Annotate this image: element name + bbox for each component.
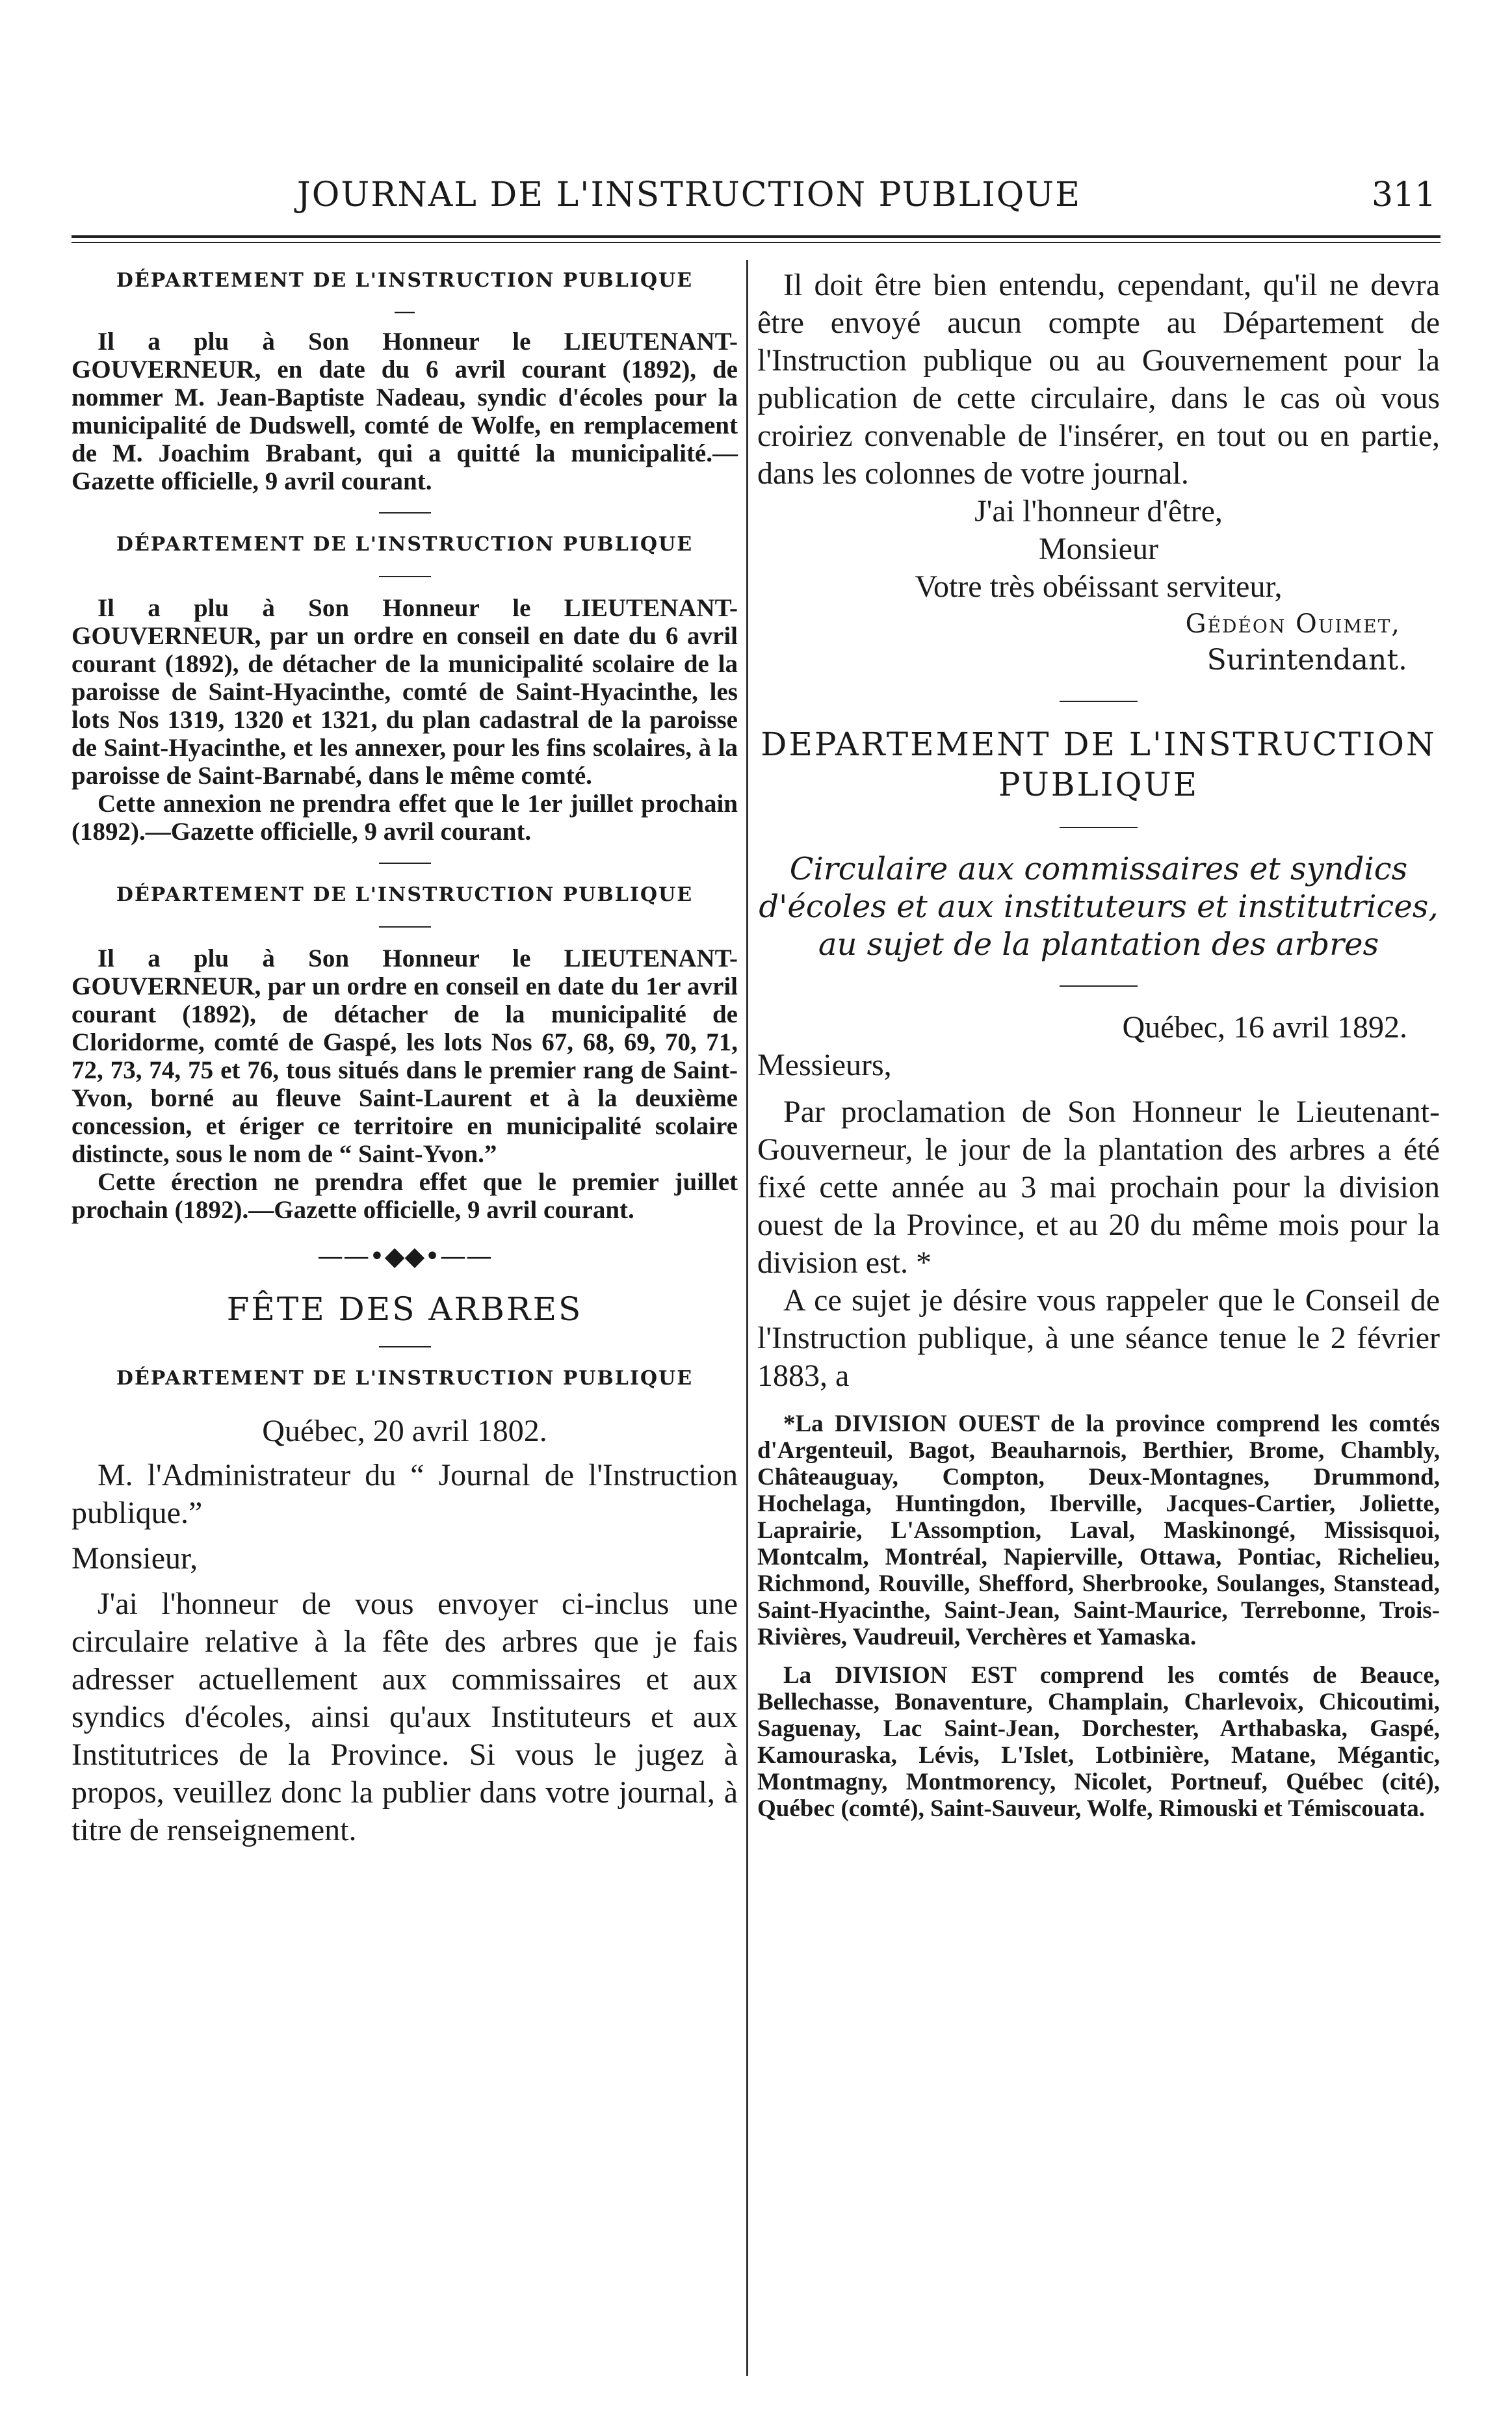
separator — [1060, 827, 1138, 828]
letter-continuation: Il doit être bien entendu, cependant, qu'il ne devra être envoyé aucun compte au Département de l'Instruction publique ou au Gouvernement pour la publication de cette circulaire, dans le cas où vous croiriez convenable de l'insérer, en tout ou en partie, dans les colonnes de votre journal. — [757, 268, 1440, 491]
header-rule — [72, 235, 1440, 238]
circular-dateline: Québec, 16 avril 1892. — [1122, 1010, 1407, 1045]
letter-closing: J'ai l'honneur d'être, — [974, 494, 1223, 528]
footnote-division-est: La DIVISION EST comprend les comtés de Beauce, Bellechasse, Bonaventure, Champlain, Charlevoix, Chicoutimi, Saguenay, Lac Saint-Jean, Dorchester, Arthabaska, Gaspé, Kamouraska, Lévis, L'Islet, Lotbinière, Matane, Mégantic, Montmagny, Montmorency, Nicolet, Portneuf, Québec (cité), Québec (comté), Saint-Sauveur, Wolfe, Rimouski et Témiscouata. — [757, 1662, 1440, 1822]
fete-salutation: Monsieur, — [72, 1541, 198, 1576]
signature-name: Gédéon Ouimet, — [1185, 609, 1401, 639]
notice-1-text: Il a plu à Son Honneur le LIEUTENANT-GOUVERNEUR, en date du 6 avril courant (1892), de nommer M. Jean-Baptiste Nadeau, syndic d'écoles pour la municipalité de Dudswell, comté de Wolfe, en remplacement de M. Joachim Brabant, qui a quitté la municipalité.—Gazette officielle, 9 avril courant. — [72, 328, 738, 495]
fete-address: M. l'Administrateur du “ Journal de l'Instruction publique.” — [72, 1458, 738, 1530]
separator — [379, 1346, 431, 1347]
letter-closing-2: Monsieur — [1039, 532, 1158, 566]
ornament-divider: ——•◆◆•—— — [317, 1242, 492, 1271]
letter-closing-3: Votre très obéissant serviteur, — [915, 569, 1283, 604]
notice-3-heading: DÉPARTEMENT DE L'INSTRUCTION PUBLIQUE — [116, 883, 694, 906]
separator — [379, 512, 431, 514]
fete-heading: DÉPARTEMENT DE L'INSTRUCTION PUBLIQUE — [116, 1367, 694, 1390]
fete-body: J'ai l'honneur de vous envoyer ci-inclus une circulaire relative à la fête des arbres que je fais adresser actuellement aux commissaires et aux syndics d'écoles, ainsi qu'aux Instituteurs et aux Institutrices de la Province. Si vous le jugez à propos, veuillez donc la publier dans votre journal, à titre de renseignement. — [72, 1587, 738, 1847]
journal-running-title: JOURNAL DE L'INSTRUCTION PUBLIQUE — [296, 176, 1082, 215]
header-rule-thin — [72, 242, 1440, 243]
column-divider — [746, 260, 748, 2376]
right-column — [757, 267, 1440, 1822]
department-heading: DEPARTEMENT DE L'INSTRUCTION PUBLIQUE — [761, 725, 1437, 803]
separator — [1060, 985, 1138, 987]
left-column — [72, 267, 738, 1849]
circular-paragraph-1: Par proclamation de Son Honneur le Lieutenant-Gouverneur, le jour de la plantation des arbres a été fixé cette année au 3 mai prochain pour la division ouest de la Province, et au 20 du même mois pour la division est. * — [757, 1095, 1440, 1280]
notice-3-text: Il a plu à Son Honneur le LIEUTENANT-GOUVERNEUR, par un ordre en conseil en date du 1er avril courant (1892), de détacher de la municipalité de Cloridorme, comté de Gaspé, les lots Nos 67, 68, 69, 70, 71, 72, 73, 74, 75 et 76, tous situés dans le premier rang de Saint-Yvon, borné au fleuve Saint-Laurent et à la deuxième concession, et ériger ce territoire en municipalité scolaire distincte, sous le nom de “ Saint-Yvon.” — [72, 944, 738, 1168]
page-number: 311 — [1372, 176, 1437, 215]
notice-3-text-2: Cette érection ne prendra effet que le premier juillet prochain (1892).—Gazette officielle, 9 avril courant. — [72, 1168, 738, 1224]
separator — [1060, 701, 1138, 702]
separator — [379, 576, 431, 577]
separator — [379, 926, 431, 928]
circular-paragraph-2: A ce sujet je désire vous rappeler que le Conseil de l'Instruction publique, à une séance tenue le 2 février 1883, a — [757, 1283, 1440, 1393]
footnote-division-ouest: *La DIVISION OUEST de la province comprend les comtés d'Argenteuil, Bagot, Beauharnois, Berthier, Brome, Chambly, Châteauguay, Compton, Deux-Montagnes, Drummond, Hochelaga, Huntingdon, Iberville, Jacques-Cartier, Joliette, Laprairie, L'Assomption, Laval, Maskinongé, Missisquoi, Montcalm, Montréal, Napierville, Ottawa, Pontiac, Richelieu, Richmond, Rouville, Shefford, Sherbrooke, Soulanges, Stanstead, Saint-Hyacinthe, Saint-Jean, Saint-Maurice, Terrebonne, Trois-Rivières, Vaudreuil, Verchères et Yamaska. — [757, 1411, 1440, 1650]
signature-title: Surintendant. — [1206, 644, 1407, 677]
notice-1-heading: DÉPARTEMENT DE L'INSTRUCTION PUBLIQUE — [116, 269, 694, 292]
separator — [379, 863, 431, 864]
fete-dateline: Québec, 20 avril 1802. — [262, 1414, 547, 1448]
notice-2-text-2: Cette annexion ne prendra effet que le 1er juillet prochain (1892).—Gazette officielle, 9 avril courant. — [72, 790, 738, 846]
circular-salutation: Messieurs, — [757, 1048, 892, 1082]
notice-2-text: Il a plu à Son Honneur le LIEUTENANT-GOUVERNEUR, par un ordre en conseil en date du 6 avril courant (1892), de détacher de la municipalité scolaire de la paroisse de Saint-Hyacinthe, comté de Saint-Hyacinthe, les lots Nos 1319, 1320 et 1321, du plan cadastral de la paroisse de Saint-Hyacinthe, et les annexer, pour les fins scolaires, à la paroisse de Saint-Barnabé, dans le même comté. — [72, 594, 738, 790]
notice-2-heading: DÉPARTEMENT DE L'INSTRUCTION PUBLIQUE — [116, 533, 694, 556]
fete-title: FÊTE DES ARBRES — [226, 1290, 583, 1328]
notice-1-dash: — — [393, 298, 416, 324]
circular-title: Circulaire aux commissaires et syndics d'écoles et aux instituteurs et institutrices, au sujet de la plantation des arbres — [759, 851, 1439, 963]
